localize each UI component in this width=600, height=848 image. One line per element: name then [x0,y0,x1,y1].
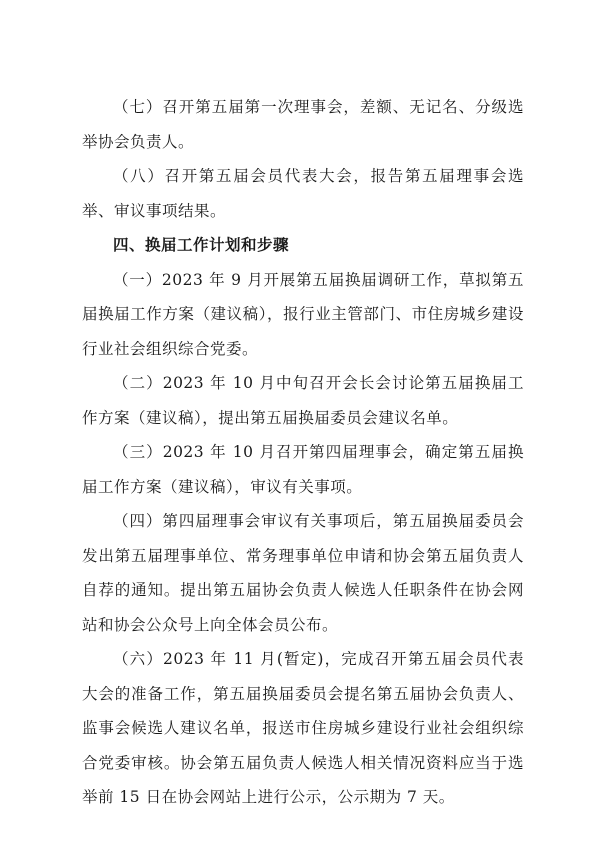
paragraph-step-4: （四）第四届理事会审议有关事项后，第五届换届委员会发出第五届理事单位、常务理事单位申请和协会第五届负责人自荐的通知。提出第五届协会负责人候选人任职条件在协会网站和协会公众号上向全体会员公布。 [82,512,524,634]
paragraph-step-6: （六）2023 年 11 月(暂定)，完成召开第五届会员代表大会的准备工作，第五届换届委员会提名第五届协会负责人、监事会候选人建议名单，报送市住房城乡建设行业社会组织综合党委审核。协会第五届负责人候选人相关情况资料应当于选举前 15 日在协会网站上进行公示，公示期为 7 天。 [82,650,524,806]
section-heading: 四、换届工作计划和步骤 [113,236,290,254]
paragraph-step-3: （三）2023 年 10 月召开第四届理事会，确定第五届换届工作方案（建议稿），审议有关事项。 [82,443,524,496]
document-body [82,90,524,815]
paragraph-item-8: （八）召开第五届会员代表大会，报告第五届理事会选举、审议事项结果。 [82,167,524,220]
paragraph-item-7: （七）召开第五届第一次理事会，差额、无记名、分级选举协会负责人。 [82,98,524,151]
paragraph-step-1: （一）2023 年 9 月开展第五届换届调研工作，草拟第五届换届工作方案（建议稿），报行业主管部门、市住房城乡建设行业社会组织综合党委。 [82,270,524,358]
paragraph-step-2: （二）2023 年 10 月中旬召开会长会讨论第五届换届工作方案（建议稿），提出第五届换届委员会建议名单。 [82,374,524,427]
